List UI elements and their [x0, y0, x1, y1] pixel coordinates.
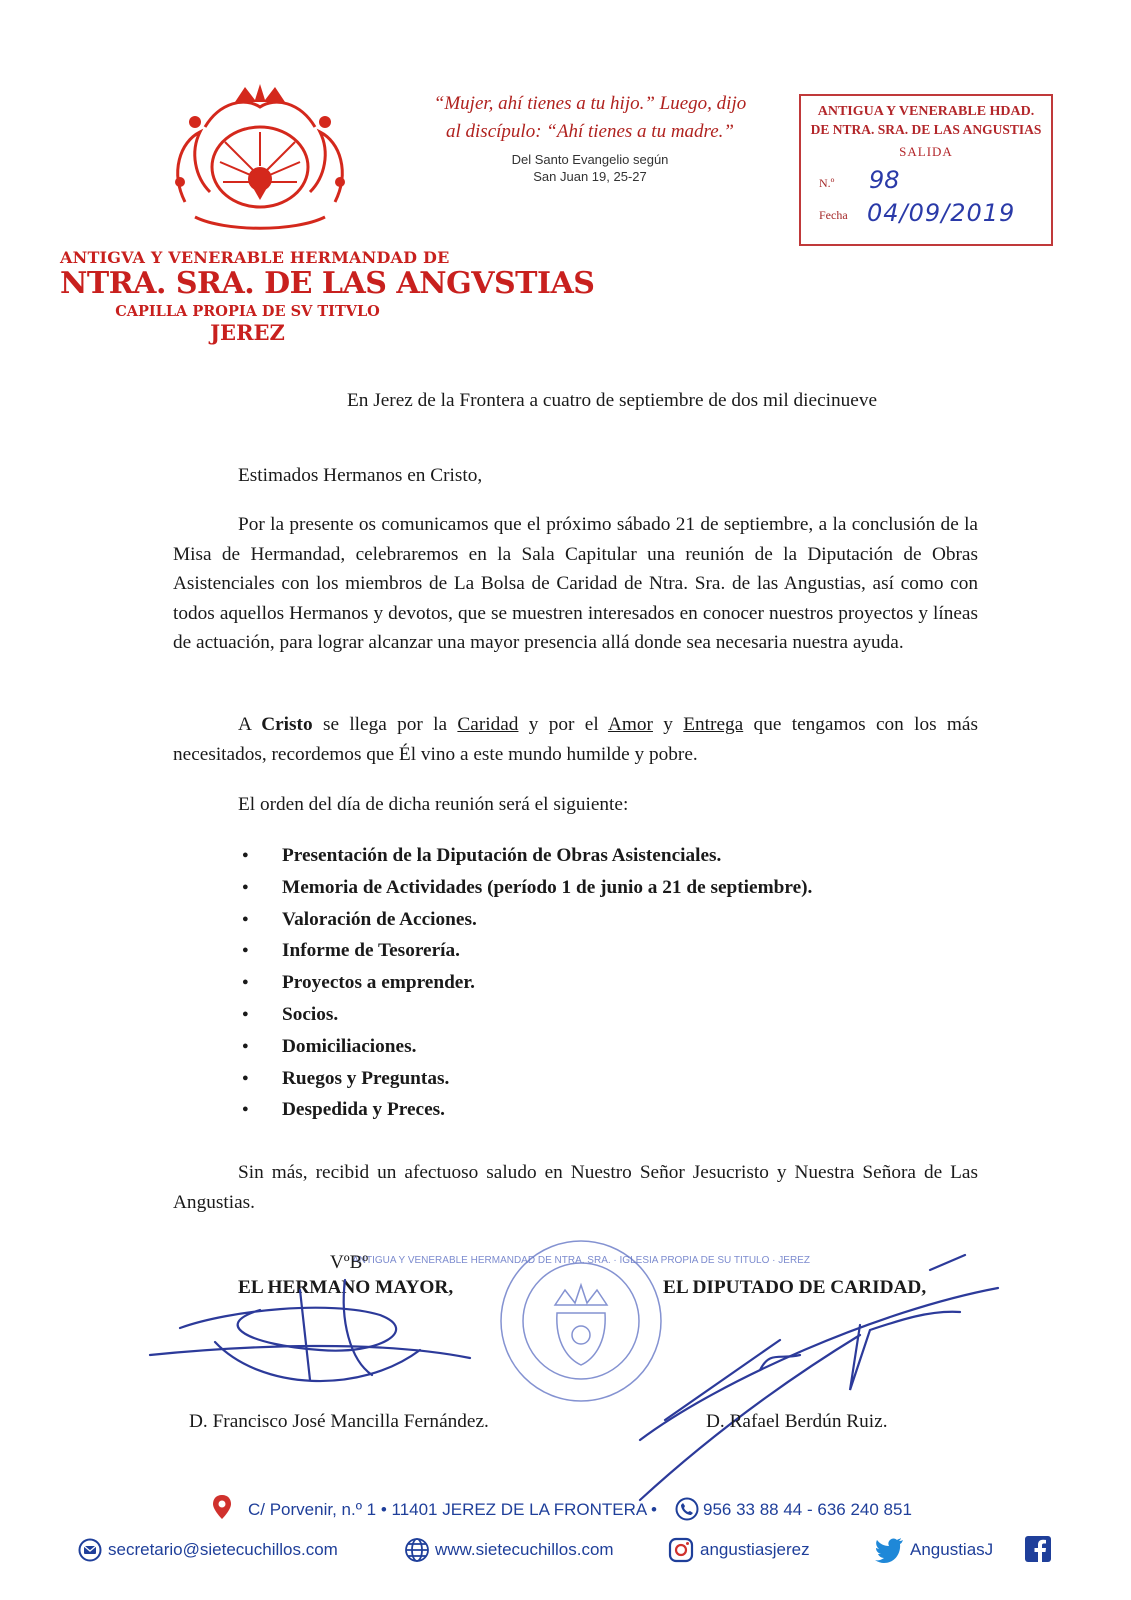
emblem-icon [165, 82, 355, 232]
agenda-item: ● Proyectos a emprender. [242, 967, 812, 999]
stamp-line-3: SALIDA [899, 144, 953, 159]
stamp-date-value: 04/09/2019 [867, 199, 1016, 227]
agenda-item: ● Informe de Tesorería. [242, 935, 812, 967]
p2-c: se llega por la [312, 714, 458, 735]
p2-a: A [238, 714, 262, 735]
p2-e: y por el [518, 714, 608, 735]
email-icon [78, 1538, 102, 1562]
brand-line-2: NTRA. SRA. DE LAS ANGVSTIAS [60, 266, 595, 301]
agenda-list [242, 840, 812, 1126]
vobo-label: VºBº [330, 1252, 369, 1273]
footer-phones: 956 33 88 44 - 636 240 851 [703, 1500, 912, 1519]
closing-paragraph [173, 1158, 978, 1217]
paragraph-2 [173, 710, 978, 769]
quote-line-1: “Mujer, ahí tienes a tu hijo.” Luego, dijo [433, 93, 747, 114]
p2-cristo: Cristo [261, 714, 313, 735]
twitter-icon [874, 1537, 904, 1563]
right-signer-role: EL DIPUTADO DE CARIDAD, [663, 1277, 927, 1298]
agenda-intro: El orden del día de dicha reunión será el siguiente: [238, 794, 629, 815]
stamp-date-label: Fecha [819, 208, 848, 222]
quote-source-2: San Juan 19, 25-27 [533, 169, 647, 184]
registry-stamp [799, 94, 1053, 246]
stamp-line-2: DE NTRA. SRA. DE LAS ANGUSTIAS [810, 122, 1042, 137]
instagram-icon [668, 1537, 694, 1563]
agenda-item: ● Socios. [242, 999, 812, 1031]
p2-i: que tengamos con los más necesitados, recordemos que Él vino a este mundo humilde y pobre. [173, 714, 978, 765]
seal-text: ANTIGUA Y VENERABLE HERMANDAD DE NTRA. SRA. · IGLESIA PROPIA DE SU TITULO · JEREZ [352, 1255, 810, 1266]
quote-source-1: Del Santo Evangelio según [511, 152, 669, 167]
p2-caridad: Caridad [457, 714, 519, 735]
right-signer-name: D. Rafael Berdún Ruiz. [706, 1411, 888, 1432]
paragraph-1-text: Por la presente os comunicamos que el próximo sábado 21 de septiembre, a la conclusión de la Misa de Hermandad, celebraremos en la Sala Capitular una reunión de la Diputación de Obras Asistenciales con los miembros de La Bolsa de Caridad de Ntra. Sra. de las Angustias, así como con todos aquellos Hermanos y devotos, que se muestren interesados en conocer nuestros proyectos y líneas de actuación, para lograr alcanzar una mayor presencia allá donde sea necesaria nuestra ayuda. [173, 514, 978, 653]
paragraph-1 [173, 510, 978, 658]
p2-g: y [652, 714, 684, 735]
footer-website[interactable]: www.sietecuchillos.com [435, 1540, 614, 1559]
footer-address: C/ Porvenir, n.º 1 • 11401 JEREZ DE LA FRONTERA • [248, 1500, 657, 1519]
salutation: Estimados Hermanos en Cristo, [238, 465, 483, 486]
stamp-line-1: ANTIGUA Y VENERABLE HDAD. [817, 104, 1035, 119]
agenda-item: ● Memoria de Actividades (período 1 de junio a 21 de septiembre). [242, 872, 812, 904]
brand-line-4: JEREZ [210, 320, 285, 345]
quote-line-2: al discípulo: “Ahí tienes a tu madre.” [446, 121, 734, 142]
paragraph-2-text [173, 710, 978, 769]
footer-instagram[interactable]: angustiasjerez [700, 1540, 810, 1559]
stamp-number-label: N.º [819, 176, 835, 190]
letter-date: En Jerez de la Frontera a cuatro de septiembre de dos mil diecinueve [347, 390, 878, 411]
closing-text: Sin más, recibid un afectuoso saludo en Nuestro Señor Jesucristo y Nuestra Señora de Las Angustias. [173, 1162, 978, 1213]
p2-amor: Amor [607, 714, 653, 735]
brand-line-3: CAPILLA PROPIA DE SV TITVLO [115, 303, 380, 320]
handwritten-signatures [0, 1230, 1131, 1530]
left-signer-name: D. Francisco José Mancilla Fernández. [189, 1411, 489, 1432]
stamp-number-value: 98 [869, 166, 900, 194]
left-signer-role: EL HERMANO MAYOR, [238, 1277, 454, 1298]
p2-entrega: Entrega [683, 714, 744, 735]
location-pin-icon [212, 1494, 232, 1520]
agenda-item: ● Valoración de Acciones. [242, 904, 812, 936]
agenda-item: ● Despedida y Preces. [242, 1094, 812, 1126]
globe-icon [404, 1537, 430, 1563]
agenda-item: ● Domiciliaciones. [242, 1031, 812, 1063]
footer-twitter[interactable]: AngustiasJ [910, 1540, 994, 1559]
brand-line-1: ANTIGVA Y VENERABLE HERMANDAD DE [60, 248, 450, 267]
footer-email[interactable]: secretario@sietecuchillos.com [108, 1540, 338, 1559]
agenda-item: ● Ruegos y Preguntas. [242, 1063, 812, 1095]
phone-icon [675, 1497, 699, 1521]
agenda-item: ● Presentación de la Diputación de Obras Asistenciales. [242, 840, 812, 872]
facebook-icon[interactable] [1025, 1536, 1051, 1562]
